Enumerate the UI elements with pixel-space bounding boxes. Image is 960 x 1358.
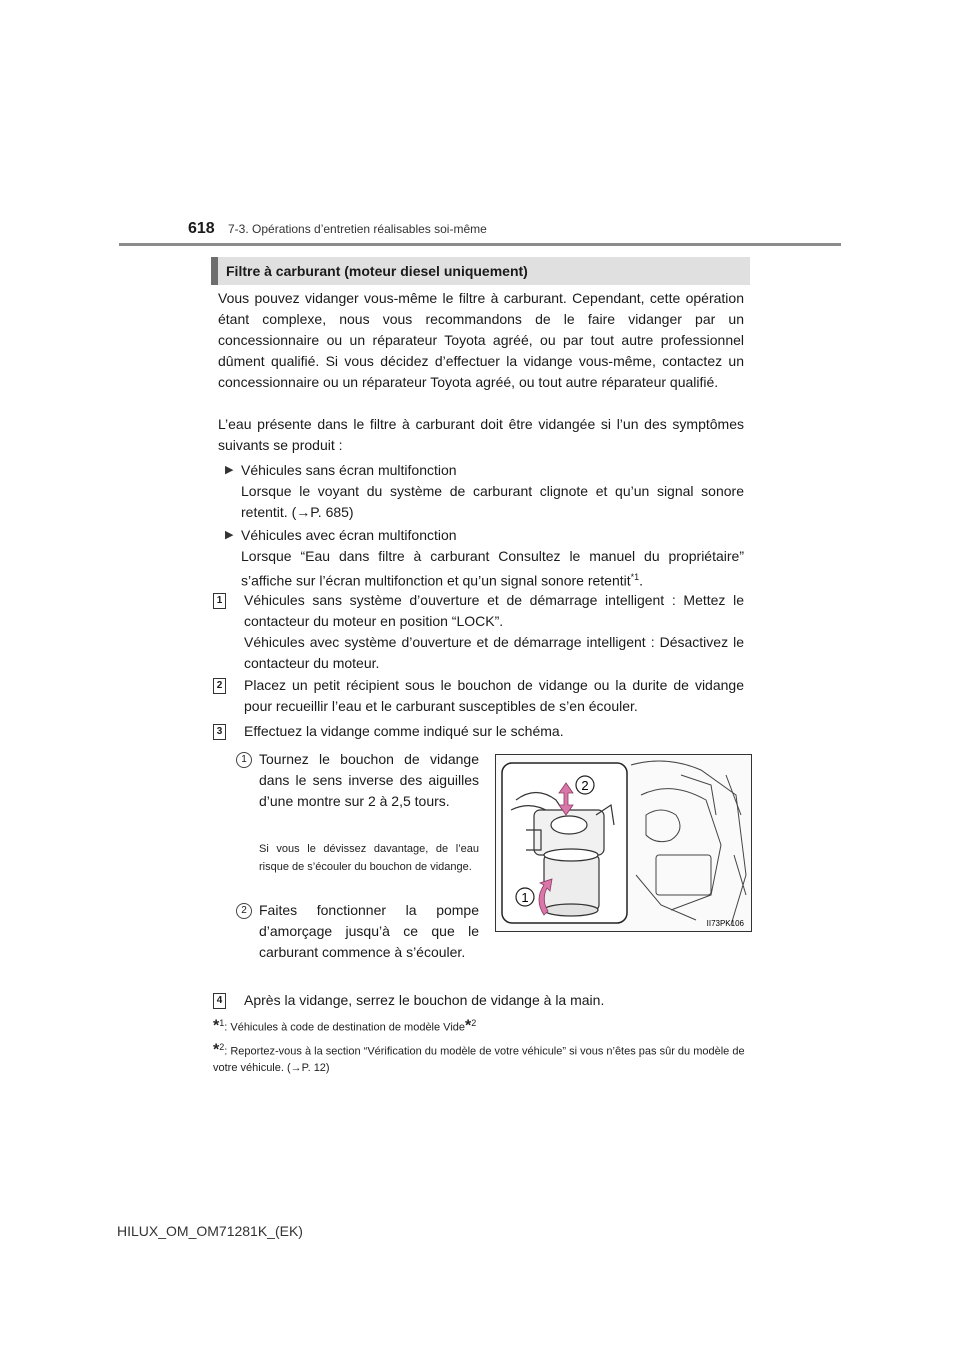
intro-paragraph: Vous pouvez vidanger vous-même le filtre à carburant. Cependant, cette opération étant complexe, nous vous recommandons de le faire vidanger par un concessionnaire ou un réparateur Toyota agréé, ou par tout autre professionnel dûment qualifié. Si vous décidez d’effectuer la vidange vous-même, contactez un concessionnaire ou un réparateur Toyota agréé, ou tout autre réparateur qualifié. — [218, 290, 744, 390]
section-title: Filtre à carburant (moteur diesel uniquement) — [211, 257, 750, 285]
bullet-title: Véhicules avec écran multifonction — [241, 527, 457, 543]
page-number: 618 — [188, 220, 215, 237]
bullet-text: Lorsque le voyant du système de carburant clignote et qu’un signal sonore retentit. (→P. 685) — [241, 483, 744, 520]
running-header: 7-3. Opérations d’entretien réalisables soi-même — [228, 222, 487, 236]
step-number-badge: 1 — [213, 593, 226, 609]
triangle-bullet-icon: ▶ — [225, 464, 234, 476]
step-text: Effectuez la vidange comme indiqué sur le schéma. — [244, 723, 564, 739]
step-text: Placez un petit récipient sous le bouchon de vidange ou la durite de vidange pour recueillir l’eau et le carburant susceptibles de s’en écouler. — [244, 677, 744, 714]
bullet-item — [225, 460, 744, 523]
footer-document-id: HILUX_OM_OM71281K_(EK) — [117, 1223, 303, 1239]
step-number-badge: 4 — [213, 993, 226, 1009]
arrow-icon: → — [296, 504, 311, 520]
symptoms-intro: L’eau présente dans le filtre à carburant doit être vidangée si l’un des symptômes suivants se produit : — [218, 416, 744, 453]
figure-code: II73PK106 — [706, 919, 744, 928]
substep-text: Tournez le bouchon de vidange dans le sens inverse des aiguilles d’une montre sur 2 à 2,5 tours. — [259, 751, 479, 809]
step-text: Véhicules sans système d’ouverture et de démarrage intelligent : Mettez le contacteur du moteur en position “LOCK”. Véhicules avec système d’ouverture et de démarrage intelligent : Désactivez le contacteur du moteur. — [244, 592, 744, 671]
page-reference[interactable]: P. 685) — [310, 504, 354, 520]
engine-bay-drawing — [496, 755, 751, 931]
substep-number-circle: 2 — [236, 903, 252, 919]
page-reference[interactable]: P. 12) — [301, 1061, 330, 1074]
step-number-badge: 2 — [213, 678, 226, 694]
footnote: *$^2$: Reportez-vous à la section “Vérification du modèle de votre véhicule” si vous n’êtes pas sûr du modèle de votre véhicule. (→P. 12) — [213, 1041, 745, 1074]
callout-2-label: 2 — [581, 778, 589, 793]
bullet-title: Véhicules sans écran multifonction — [241, 462, 457, 478]
header-rule — [119, 243, 841, 246]
step-number-badge: 3 — [213, 724, 226, 740]
substep-note: Si vous le dévissez davantage, de l’eau risque de s’écouler du bouchon de vidange. — [259, 843, 479, 873]
substep-text: Faites fonctionner la pompe d’amorçage jusqu’à ce que le carburant commence à s’écouler. — [259, 902, 479, 960]
substep-number-circle: 1 — [236, 752, 252, 768]
bullet-text: Lorsque “Eau dans filtre à carburant Consultez le manuel du propriétaire” s’affiche sur l’écran multifonction et qu’un signal sonore retentit$^{*1}$. — [241, 548, 744, 589]
bullet-item — [225, 525, 744, 592]
fuel-filter-illustration — [495, 754, 752, 932]
arrow-icon: → — [290, 1061, 302, 1074]
step-text: Après la vidange, serrez le bouchon de vidange à la main. — [244, 992, 605, 1008]
footnote-marker: *1 — [630, 572, 640, 582]
triangle-bullet-icon: ▶ — [225, 529, 234, 541]
callout-1-label: 1 — [521, 890, 529, 905]
footnote: *$^1$: Véhicules à code de destination de modèle Vide*$^2$ — [213, 1017, 477, 1035]
